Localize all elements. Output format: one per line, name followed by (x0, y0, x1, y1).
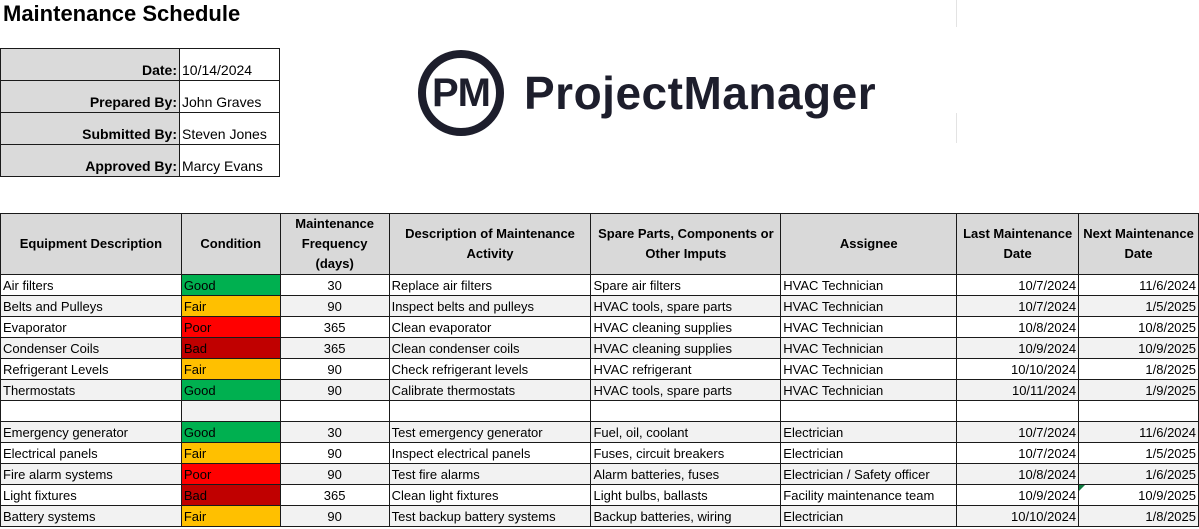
table-row (1, 359, 1199, 380)
blank-row (1, 401, 1199, 422)
logo-wordmark: ProjectManager (524, 67, 877, 119)
cell-equipment[interactable] (1, 401, 182, 422)
cell-parts[interactable]: Fuel, oil, coolant (591, 422, 781, 443)
cell-activity[interactable]: Clean light fixtures (389, 485, 591, 506)
cell-frequency[interactable]: 30 (280, 275, 389, 296)
cell-last[interactable]: 10/8/2024 (957, 464, 1079, 485)
gridline (956, 113, 957, 143)
table-row (1, 443, 1199, 464)
gridline (956, 0, 957, 27)
cell-next[interactable]: 11/6/2024 (1079, 275, 1199, 296)
approved-by-row (1, 145, 280, 177)
pm-logo-mark: PM (418, 50, 504, 136)
cell-frequency[interactable] (280, 401, 389, 422)
cell-next[interactable]: 11/6/2024 (1079, 422, 1199, 443)
cell-frequency[interactable]: 90 (280, 506, 389, 527)
cell-condition[interactable] (181, 401, 280, 422)
cell-condition[interactable]: Good (181, 422, 280, 443)
cell-frequency[interactable]: 365 (280, 317, 389, 338)
cell-assignee[interactable]: HVAC Technician (781, 296, 957, 317)
cell-next[interactable]: 1/5/2025 (1079, 296, 1199, 317)
cell-activity[interactable]: Clean evaporator (389, 317, 591, 338)
cell-assignee[interactable]: HVAC Technician (781, 317, 957, 338)
cell-last[interactable]: 10/7/2024 (957, 443, 1079, 464)
cell-condition[interactable]: Fair (181, 359, 280, 380)
cell-frequency[interactable]: 90 (280, 296, 389, 317)
cell-parts[interactable]: HVAC tools, spare parts (591, 380, 781, 401)
cell-parts[interactable]: HVAC cleaning supplies (591, 338, 781, 359)
cell-last[interactable] (957, 401, 1079, 422)
cell-frequency[interactable]: 90 (280, 359, 389, 380)
cell-activity[interactable]: Inspect belts and pulleys (389, 296, 591, 317)
cell-next[interactable]: 1/9/2025 (1079, 380, 1199, 401)
cell-condition[interactable]: Good (181, 275, 280, 296)
cell-equipment[interactable]: Condenser Coils (1, 338, 182, 359)
cell-parts[interactable] (591, 401, 781, 422)
cell-frequency[interactable]: 365 (280, 338, 389, 359)
cell-activity[interactable] (389, 401, 591, 422)
submitted-by-row (1, 113, 280, 145)
cell-condition[interactable]: Fair (181, 443, 280, 464)
cell-activity[interactable]: Test backup battery systems (389, 506, 591, 527)
cell-frequency[interactable]: 30 (280, 422, 389, 443)
cell-condition[interactable]: Fair (181, 506, 280, 527)
cell-equipment[interactable]: Light fixtures (1, 485, 182, 506)
cell-parts[interactable]: HVAC cleaning supplies (591, 317, 781, 338)
cell-parts[interactable]: Spare air filters (591, 275, 781, 296)
cell-equipment[interactable]: Evaporator (1, 317, 182, 338)
cell-equipment[interactable]: Fire alarm systems (1, 464, 182, 485)
cell-assignee[interactable]: Electrician (781, 422, 957, 443)
col-header-parts[interactable]: Spare Parts, Components or Other Imputs (591, 214, 781, 275)
table-row (1, 506, 1199, 527)
cell-frequency[interactable]: 90 (280, 380, 389, 401)
cell-activity[interactable]: Replace air filters (389, 275, 591, 296)
col-header-activity[interactable]: Description of Maintenance Activity (389, 214, 591, 275)
col-header-frequency[interactable]: Maintenance Frequency (days) (280, 214, 389, 275)
table-row (1, 317, 1199, 338)
cell-parts[interactable]: Alarm batteries, fuses (591, 464, 781, 485)
projectmanager-logo (418, 50, 876, 136)
submitted-by-label[interactable]: Submitted By: (1, 113, 180, 145)
cell-next[interactable]: 1/8/2025 (1079, 506, 1199, 527)
cell-frequency[interactable]: 90 (280, 464, 389, 485)
cell-equipment[interactable]: Battery systems (1, 506, 182, 527)
submitted-by-value[interactable]: Steven Jones (180, 113, 280, 145)
cell-assignee[interactable]: HVAC Technician (781, 338, 957, 359)
cell-parts[interactable]: HVAC refrigerant (591, 359, 781, 380)
cell-last[interactable]: 10/9/2024 (957, 338, 1079, 359)
cell-assignee[interactable]: HVAC Technician (781, 275, 957, 296)
table-row (1, 422, 1199, 443)
cell-activity[interactable]: Clean condenser coils (389, 338, 591, 359)
cell-condition[interactable]: Poor (181, 464, 280, 485)
cell-frequency[interactable]: 90 (280, 443, 389, 464)
cell-equipment[interactable]: Refrigerant Levels (1, 359, 182, 380)
cell-next[interactable]: 10/8/2025 (1079, 317, 1199, 338)
cell-last[interactable]: 10/7/2024 (957, 275, 1079, 296)
cell-equipment[interactable]: Emergency generator (1, 422, 182, 443)
cell-assignee[interactable]: HVAC Technician (781, 359, 957, 380)
cell-assignee[interactable]: HVAC Technician (781, 380, 957, 401)
date-label[interactable]: Date: (1, 49, 180, 81)
cell-activity[interactable]: Test emergency generator (389, 422, 591, 443)
cell-assignee[interactable]: Electrician (781, 506, 957, 527)
cell-last[interactable]: 10/9/2024 (957, 485, 1079, 506)
cell-last[interactable]: 10/7/2024 (957, 422, 1079, 443)
table-row (1, 464, 1199, 485)
cell-assignee[interactable]: Electrician (781, 443, 957, 464)
date-value[interactable]: 10/14/2024 (180, 49, 280, 81)
cell-next[interactable] (1079, 401, 1199, 422)
cell-next[interactable]: 10/9/2025 (1079, 485, 1199, 506)
cell-condition[interactable]: Bad (181, 338, 280, 359)
prepared-by-label[interactable]: Prepared By: (1, 81, 180, 113)
prepared-by-value[interactable]: John Graves (180, 81, 280, 113)
cell-parts[interactable]: HVAC tools, spare parts (591, 296, 781, 317)
cell-condition[interactable]: Poor (181, 317, 280, 338)
cell-last[interactable]: 10/11/2024 (957, 380, 1079, 401)
cell-next[interactable]: 1/5/2025 (1079, 443, 1199, 464)
col-header-condition[interactable]: Condition (181, 214, 280, 275)
maintenance-table (0, 213, 1199, 527)
cell-next[interactable]: 1/8/2025 (1079, 359, 1199, 380)
cell-next[interactable]: 1/6/2025 (1079, 464, 1199, 485)
table-row (1, 296, 1199, 317)
header-info-table (0, 48, 280, 177)
cell-activity[interactable]: Check refrigerant levels (389, 359, 591, 380)
cell-last[interactable]: 10/8/2024 (957, 317, 1079, 338)
cell-equipment[interactable]: Air filters (1, 275, 182, 296)
table-row (1, 275, 1199, 296)
cell-activity[interactable]: Calibrate thermostats (389, 380, 591, 401)
cell-last[interactable]: 10/7/2024 (957, 296, 1079, 317)
table-header-row (1, 214, 1199, 275)
cell-assignee[interactable]: Facility maintenance team (781, 485, 957, 506)
table-row (1, 485, 1199, 506)
cell-last[interactable]: 10/10/2024 (957, 506, 1079, 527)
table-row (1, 338, 1199, 359)
col-header-equipment[interactable]: Equipment Description (1, 214, 182, 275)
cell-equipment[interactable]: Thermostats (1, 380, 182, 401)
cell-parts[interactable]: Backup batteries, wiring (591, 506, 781, 527)
cell-frequency[interactable]: 365 (280, 485, 389, 506)
approved-by-value[interactable]: Marcy Evans (180, 145, 280, 177)
cell-condition[interactable]: Bad (181, 485, 280, 506)
cell-assignee[interactable]: Electrician / Safety officer (781, 464, 957, 485)
cell-parts[interactable]: Light bulbs, ballasts (591, 485, 781, 506)
cell-activity[interactable]: Test fire alarms (389, 464, 591, 485)
date-row (1, 49, 280, 81)
prepared-by-row (1, 81, 280, 113)
cell-assignee[interactable] (781, 401, 957, 422)
cell-equipment[interactable]: Belts and Pulleys (1, 296, 182, 317)
cell-activity[interactable]: Inspect electrical panels (389, 443, 591, 464)
table-row (1, 380, 1199, 401)
approved-by-label[interactable]: Approved By: (1, 145, 180, 177)
col-header-assignee[interactable]: Assignee (781, 214, 957, 275)
col-header-last-date[interactable]: Last Maintenance Date (957, 214, 1079, 275)
sheet-title: Maintenance Schedule (3, 1, 241, 26)
cell-last[interactable]: 10/10/2024 (957, 359, 1079, 380)
cell-equipment[interactable]: Electrical panels (1, 443, 182, 464)
col-header-next-date[interactable]: Next Maintenance Date (1079, 214, 1199, 275)
cell-parts[interactable]: Fuses, circuit breakers (591, 443, 781, 464)
cell-next[interactable]: 10/9/2025 (1079, 338, 1199, 359)
cell-condition[interactable]: Fair (181, 296, 280, 317)
cell-condition[interactable]: Good (181, 380, 280, 401)
